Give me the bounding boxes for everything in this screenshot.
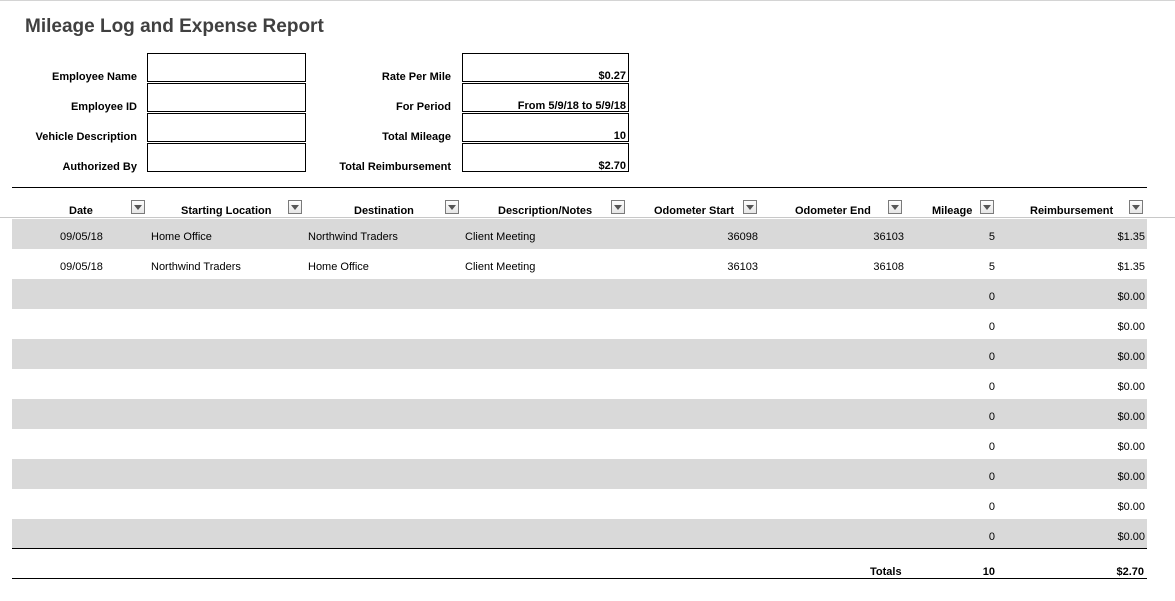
cell-mileage[interactable]: 5 [988,261,995,273]
cell-start[interactable]: Home Office [151,231,212,243]
page-title: Mileage Log and Expense Report [25,16,324,37]
table-row[interactable] [12,249,1147,279]
filter-dropdown-icon[interactable] [743,200,757,214]
sheet-top-border [0,0,1175,1]
frozen-pane-line [0,217,1175,218]
cell-mileage[interactable]: 0 [988,291,995,303]
col-header-starting-location: Starting Location [181,205,272,217]
header-top-rule [12,187,1147,188]
cell-mileage[interactable]: 0 [988,321,995,333]
filter-dropdown-icon[interactable] [888,200,902,214]
table-row[interactable] [12,279,1147,309]
table-bottom-rule [12,548,1147,549]
filter-dropdown-icon[interactable] [980,200,994,214]
cell-dest[interactable]: Northwind Traders [308,231,398,243]
total-reimbursement-label: Total Reimbursement [339,161,451,173]
totals-mileage: 10 [982,566,995,578]
rate-per-mile-field[interactable]: $0.27 [462,53,629,82]
table-row[interactable] [12,369,1147,399]
cell-reimb[interactable]: $0.00 [1117,411,1145,423]
cell-odo-start[interactable]: 36103 [727,261,758,273]
col-header-odometer-start: Odometer Start [654,205,735,217]
table-row[interactable] [12,309,1147,339]
col-header-reimbursement: Reimbursement [1030,205,1114,217]
cell-date[interactable]: 09/05/18 [60,261,103,273]
filter-dropdown-icon[interactable] [288,200,302,214]
cell-reimb[interactable]: $0.00 [1117,531,1145,543]
cell-dest[interactable]: Home Office [308,261,369,273]
employee-name-label: Employee Name [52,71,137,83]
cell-odo-end[interactable]: 36103 [873,231,904,243]
col-header-mileage: Mileage [932,205,973,217]
table-row[interactable] [12,399,1147,429]
cell-odo-end[interactable]: 36108 [873,261,904,273]
cell-reimb[interactable]: $1.35 [1117,231,1145,243]
cell-reimb[interactable]: $0.00 [1117,501,1145,513]
cell-reimb[interactable]: $0.00 [1117,351,1145,363]
cell-mileage[interactable]: 0 [988,411,995,423]
cell-mileage[interactable]: 0 [988,501,995,513]
totals-reimbursement: $2.70 [1116,566,1144,578]
col-header-odometer-end: Odometer End [795,205,871,217]
cell-reimb[interactable]: $1.35 [1117,261,1145,273]
col-header-description-notes: Description/Notes [498,205,593,217]
cell-reimb[interactable]: $0.00 [1117,441,1145,453]
cell-reimb[interactable]: $0.00 [1117,381,1145,393]
cell-reimb[interactable]: $0.00 [1117,471,1145,483]
filter-dropdown-icon[interactable] [445,200,459,214]
cell-reimb[interactable]: $0.00 [1117,321,1145,333]
authorized-by-label: Authorized By [62,161,137,173]
table-row[interactable] [12,519,1147,549]
col-header-destination: Destination [354,205,414,217]
cell-notes[interactable]: Client Meeting [465,231,536,243]
table-row[interactable] [12,339,1147,369]
cell-mileage[interactable]: 5 [988,231,995,243]
cell-odo-start[interactable]: 36098 [727,231,758,243]
cell-mileage[interactable]: 0 [988,381,995,393]
for-period-field[interactable]: From 5/9/18 to 5/9/18 [462,83,629,112]
cell-notes[interactable]: Client Meeting [465,261,536,273]
table-row[interactable] [12,219,1147,249]
col-header-date: Date [69,205,93,217]
totals-bottom-rule [12,578,1147,579]
filter-dropdown-icon[interactable] [131,200,145,214]
filter-dropdown-icon[interactable] [1129,200,1143,214]
cell-reimb[interactable]: $0.00 [1117,291,1145,303]
table-row[interactable] [12,459,1147,489]
table-row[interactable] [12,489,1147,519]
cell-mileage[interactable]: 0 [988,471,995,483]
cell-start[interactable]: Northwind Traders [151,261,241,273]
cell-mileage[interactable]: 0 [988,351,995,363]
cell-mileage[interactable]: 0 [988,531,995,543]
employee-id-label: Employee ID [70,101,137,113]
vehicle-description-label: Vehicle Description [35,131,137,143]
cell-date[interactable]: 09/05/18 [60,231,103,243]
cell-mileage[interactable]: 0 [988,441,995,453]
for-period-label: For Period [395,101,451,113]
filter-dropdown-icon[interactable] [611,200,625,214]
rate-per-mile-label: Rate Per Mile [381,71,451,83]
totals-label: Totals [870,566,902,578]
table-row[interactable] [12,429,1147,459]
total-mileage-field[interactable]: 10 [462,113,629,142]
total-mileage-label: Total Mileage [382,131,451,143]
total-reimbursement-field[interactable]: $2.70 [462,143,629,172]
